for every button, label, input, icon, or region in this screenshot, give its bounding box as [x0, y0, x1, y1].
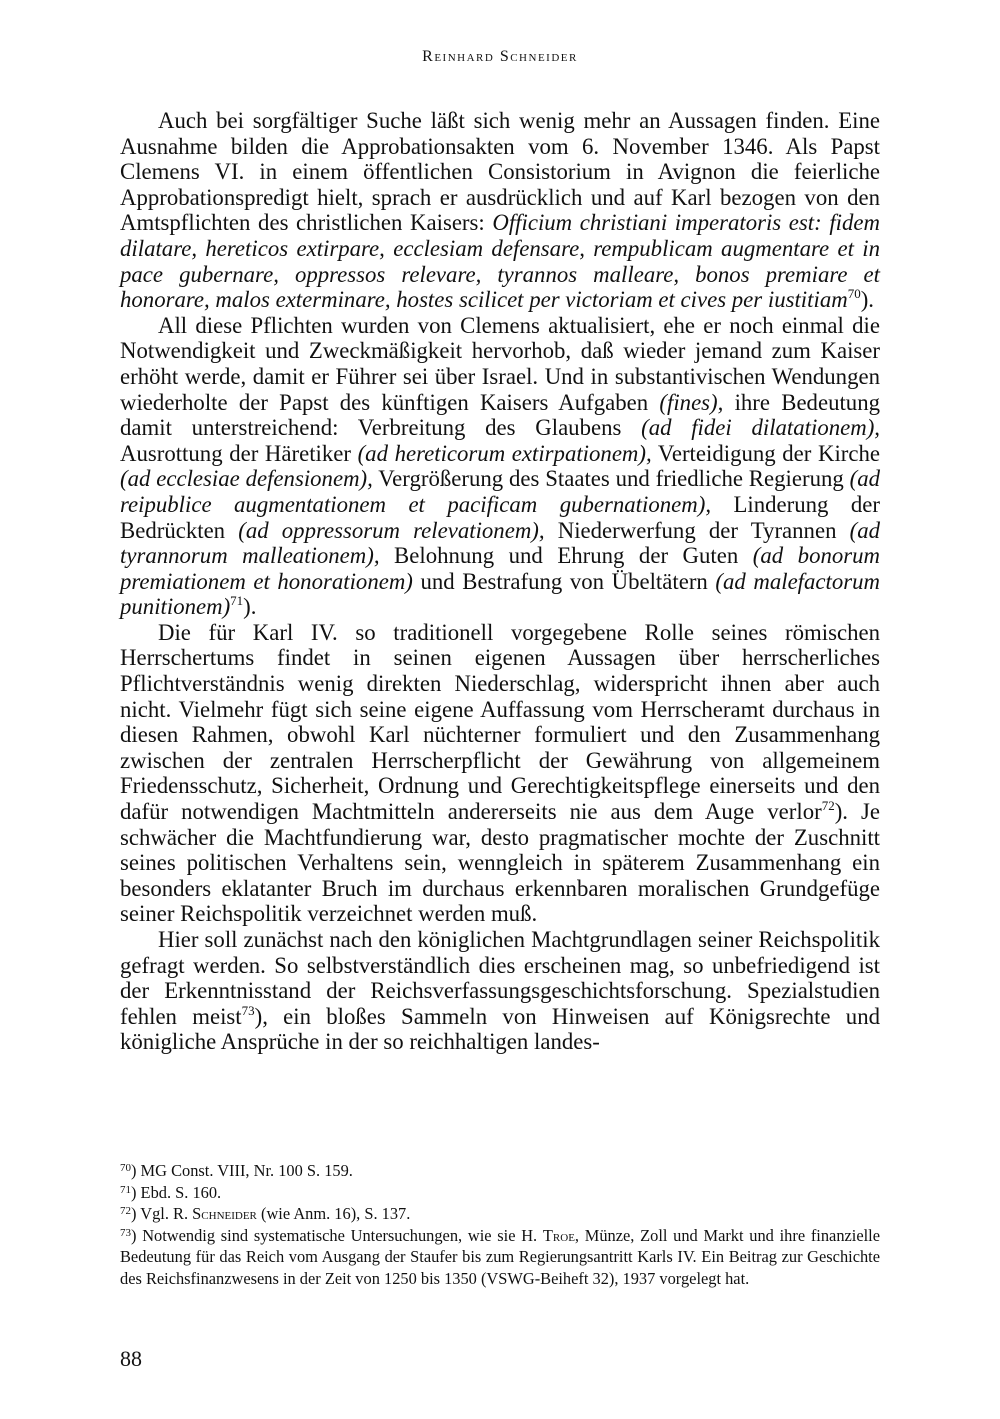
paragraph-text: Auch bei sorgfältiger Suche läßt sich wenig mehr an Aussagen finden. Eine Ausnahme bilden die Approbationsakten vom 6. November 1346. Als Papst Clemens VI. in einem öffentlichen Consistorium in Avignon die feierliche Approbationspredigt hielt, sprach er ausdrücklich und auf Karl bezogen von den Amtspflichten des christlichen Kaisers: [120, 108, 880, 236]
paragraph-text: ihre Bedeutung damit unterstreichend: Verbreitung des Glaubens [120, 389, 881, 441]
author-name: Schneider [192, 1204, 257, 1223]
paragraph-2 [120, 313, 880, 620]
latin-term: (fines), [659, 389, 724, 415]
footnotes [120, 1160, 880, 1289]
author-name: Troe [542, 1225, 575, 1245]
latin-term: (ad tyrannorum malleationem), [120, 517, 881, 569]
latin-term: (ad ecclesiae defensionem), [120, 466, 373, 492]
footnote-ref-73[interactable]: 73 [241, 1002, 255, 1018]
paragraph-text: Die für Karl IV. so traditionell vorgegebene Rolle seines römischen Herrschertums findet in seinen eigenen Aussagen über herrscherliches Pflichtverständnis wenig direkten Niederschlag, widerspricht ihnen aber auch nicht. Vielmehr fügt sich seine eigene Auffassung vom Herrscheramt durchaus in diesen Rahmen, obwohl Karl nüchterner formuliert und den Zusammenhang zwischen der zentralen Herrscherpflicht der Gewährung von allgemeinem Friedensschutz, Sicherheit, Ordnung und Gerechtigkeitspflege einerseits und den dafür notwendigen Machtmitteln andererseits nie aus dem Auge verlor [120, 619, 880, 825]
latin-term: (ad bonorum premiationem et honorationem) [120, 543, 881, 594]
footnote-ref-72[interactable]: 72 [821, 798, 835, 814]
footnote-71 [120, 1182, 880, 1204]
footnote-text: ) Ebd. S. 160. [131, 1182, 222, 1202]
paragraph-text: Vergrößerung des Staates und friedliche Regierung [372, 466, 850, 492]
footnote-number: 72 [120, 1205, 131, 1217]
footnote-text: ) Vgl. R. [131, 1204, 193, 1223]
paragraph-4 [120, 927, 880, 1055]
paragraph-text: All diese Pflichten wurden von Clemens aktualisiert, ehe er noch einmal die Notwendigkeit und Zweckmäßigkeit hervorhob, daß wieder jemand zum Kaiser erhöht werde, damit er Führer sei über Israel. Und in substantivischen Wendungen wiederholte der Papst des künftigen Kaisers Aufgaben [120, 312, 880, 415]
footnote-73 [120, 1225, 880, 1290]
footnote-number: 70 [120, 1162, 131, 1174]
paragraph-text: Hier soll zunächst nach den königlichen Machtgrundlagen seiner Reichspolitik gefragt werden. So selbstverständlich dies erscheinen mag, so unbefriedigend ist der Erkenntnisstand der Reichsverfassungsgeschichtsforschung. Spezialstudien fehlen meist [120, 927, 880, 1029]
paragraph-text: Verteidigung der Kirche [651, 440, 881, 466]
latin-quote: Officium christiani imperatoris est: fidem dilatare, hereticos extirpare, ecclesiam defensare, rempublicam augmentare et in pace gubernare, oppressos relevare, tyrannos malleare, bonos premiare et honorare, malos exterminare, hostes scilicet per victoriam et cives per iustitiam [120, 210, 880, 313]
body-text [120, 108, 880, 1055]
footnote-72 [120, 1203, 880, 1225]
latin-term: (ad fidei dilatationem), [641, 415, 881, 441]
footnote-text: ) MG Const. VIII, Nr. 100 S. 159. [131, 1161, 353, 1180]
footnote-text: , Münze, Zoll und Markt und ihre finanzielle Bedeutung für das Reich vom Ausgang der Staufer bis zum Regierungsantritt Karls IV. Ein Beitrag zur Geschichte des Reichsfinanzwesens in der Zeit von 1250 bis 1350 (VSWG-Beiheft 32), 1937 vorgelegt hat. [120, 1225, 880, 1288]
page-number: 88 [120, 1346, 142, 1371]
paragraph-text: Ausrottung der Häretiker [120, 440, 358, 466]
latin-term: (ad hereticorum extirpationem), [357, 440, 652, 466]
paragraph-text: ), ein bloßes Sammeln von Hinweisen auf Königsrechte und königliche Ansprüche in der so reichhaltigen landes- [120, 1003, 880, 1055]
footnote-number: 71 [120, 1183, 131, 1196]
paragraph-text: Linderung der Bedrückten [120, 491, 880, 543]
latin-term: (ad oppressorum relevationem), [238, 517, 545, 543]
running-head: Reinhard Schneider [422, 48, 578, 65]
paragraph-text: ). [860, 287, 874, 313]
footnote-ref-70[interactable]: 70 [847, 286, 861, 302]
paragraph-text: Niederwerfung der Tyrannen [544, 517, 850, 543]
footnote-70 [120, 1160, 880, 1182]
latin-term: (ad reipublice augmentationem et pacificam gubernationem), [120, 466, 880, 517]
paragraph-3 [120, 620, 880, 927]
paragraph-text: und Bestrafung von Übeltätern [412, 568, 716, 594]
paragraph-1 [120, 108, 880, 313]
latin-term: (ad malefactorum punitionem) [120, 568, 881, 620]
footnote-text: (wie Anm. 16), S. 137. [256, 1204, 411, 1223]
paragraph-text: ). Je schwächer die Machtfundierung war, desto pragmatischer mochte der Zuschnitt seines politischen Verhaltens sein, wenngleich in späterem Zusammenhang ein besonders eklatanter Bruch im durchaus erkennbaren moralischen Grundgefüge seiner Reichspolitik verzeichnet werden muß. [120, 799, 880, 927]
paragraph-text: ). [243, 594, 257, 620]
footnote-number: 73 [120, 1226, 131, 1239]
footnote-ref-71[interactable]: 71 [230, 593, 244, 609]
footnote-text: ) Notwendig sind systematische Untersuchungen, wie sie H. [131, 1225, 543, 1245]
paragraph-text: Belohnung und Ehrung der Guten [379, 543, 753, 569]
